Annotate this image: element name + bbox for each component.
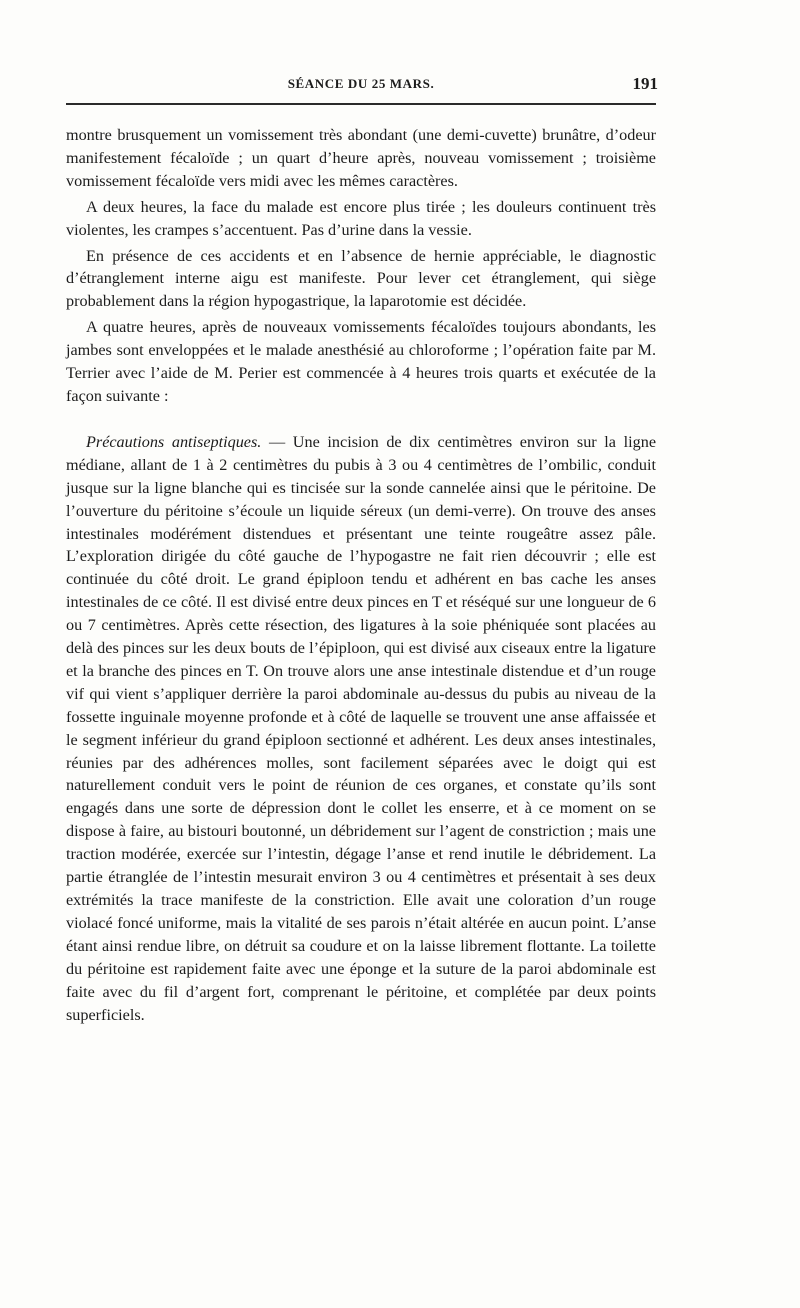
paragraph-two-oclock: A deux heures, la face du malade est encore plus tirée ; les douleurs continuent très violentes, les crampes s’accentuent. Pas d’urine dans la vessie. — [66, 197, 656, 239]
paragraph-diagnosis: En présence de ces accidents et en l’absence de hernie appréciable, le diagnostic d’étranglement interne aigu est manifeste. Pour lever cet étranglement, qui siège probablement dans la région hypogastrique, la laparotomie est décidée. — [66, 246, 656, 311]
paragraph-antiseptic-precautions — [66, 431, 656, 1027]
body-text — [66, 124, 656, 1029]
header-rule — [66, 103, 656, 105]
paragraph-continuation: montre brusquement un vomissement très abondant (une demi-cuvette) brunâtre, d’odeur manifestement fécaloïde ; un quart d’heure après, nouveau vomissement ; troisième vomissement fécaloïde vers midi avec les mêmes caractères. — [66, 126, 656, 190]
running-header — [66, 74, 656, 100]
page-number: 191 — [632, 74, 658, 93]
running-title: SÉANCE DU 25 MARS. — [287, 76, 435, 91]
paragraph-four-oclock: A quatre heures, après de nouveaux vomissements fécaloïdes toujours abondants, les jambes sont enveloppées et le malade anesthésié au chloroforme ; l’opération faite par M. Terrier avec l’aide de M. Perier est commencée à 4 heures trois quarts et exécutée de la façon suivante : — [66, 318, 656, 405]
section-body: — Une incision de dix centimètres environ sur la ligne médiane, allant de 1 à 2 centimètres du pubis à 3 ou 4 centimètres de l’ombilic, conduit jusque sur la ligne blanche qui es tincisée sur la sonde cannelée ainsi que le péritoine. De l’ouverture du péritoine s’écoule un liquide séreux (un demi-verre). On trouve des anses intestinales modérément distendues et présentant une teinte rougeâtre assez pâle. L’exploration dirigée du côté gauche de l’hypogastre ne fait rien découvrir ; elle est continuée du côté droit. Le grand épiploon tendu et adhérent en bas cache les anses intestinales de ce côté. Il est divisé entre deux pinces en T et réséqué sur une longueur de 6 ou 7 centimètres. Après cette résection, des ligatures à la soie phéniquée sont placées au delà des pinces sur les deux bouts de l’épiploon, qui est divisé aux ciseaux entre la ligature et la branche des pinces en T. On trouve alors une anse intestinale distendue et d’un rouge vif qui vient s’appliquer derrière la paroi abdominale au-dessus du pubis au niveau de la fossette inguinale moyenne profonde et à côté de laquelle se trouvent une anse affaissée et le segment inférieur du grand épiploon sectionné et adhérent. Les deux anses intestinales, réunies par des adhérences molles, sont facilement séparées avec le doigt qui est naturellement conduit vers le point de réunion de ces organes, et constate qu’ils sont engagés dans une sorte de dépression dont le collet les enserre, et à ce moment on se dispose à faire, au bistouri boutonné, un débridement sur l’agent de constriction ; mais une traction modérée, exercée sur l’intestin, dégage l’anse et rend inutile le débridement. La partie étranglée de l’intestin mesurait environ 3 ou 4 centimètres et présentait à ses deux extrémités la trace manifeste de la constriction. Elle avait une coloration d’un rouge violacé foncé uniforme, mais la vitalité de ses parois n’était altérée en aucun point. L’anse étant ainsi rendue libre, on détruit sa coudure et on la laisse librement flottante. La toilette du péritoine est rapidement faite avec une éponge et la suture de la paroi abdominale est faite avec du fil d’argent fort, comprenant le péritoine, et complétée par deux points superficiels. — [66, 432, 657, 1024]
section-lead-title: Précautions antiseptiques. — [86, 432, 262, 451]
